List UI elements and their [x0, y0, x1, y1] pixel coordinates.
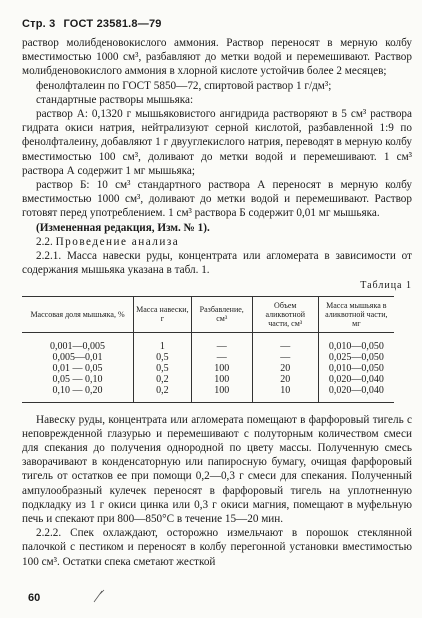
- section-title: Проведение анализа: [55, 235, 180, 248]
- table-caption: Таблица 1: [360, 280, 412, 292]
- table-cell: 0,010—0,050: [318, 332, 394, 352]
- table-row: [22, 385, 394, 403]
- paragraph: раствор Б: 10 см³ стандартного раствора А переносят в мерную колбу вместимостью 1000 см³, доливают до метки водой и перемешивают. Раствор готовят перед употреблением. 1 см³ раствора Б содержит 0,01 мг мышьяка.: [22, 179, 412, 220]
- paragraph: Навеску руды, концентрата или агломерата помещают в фарфоровый тигель с неповрежденной глазурью и перемешивают с полуторным количеством смеси для спекания до получения однородной по цвету массы. Полученную смесь заворачивают в конденсаторную или папиросную бумагу, очищая фарфоровый тигель от остатков ее при помощи 0,2—0,3 г смеси для спекания. Полученный ампулообразный кулечек переносят в фарфоровый тигель на уплотненную подкладку из 1 г окиси цинка или 0,3 г окиси магния, помещают в муфельную печь и спекают при 800—850°С в течение 15—20 мин.: [22, 413, 412, 526]
- pen-mark-icon: [92, 588, 106, 604]
- table-cell: —: [191, 332, 252, 352]
- table-header-cell: Разбавление, см³: [191, 296, 252, 332]
- table-header-cell: Масса мышьяка в аликвотной части, мг: [318, 296, 394, 332]
- paragraph: раствор молибденовокислого аммония. Раствор переносят в мерную колбу вместимостью 1000 см³, разбавляют до метки водой и перемешивают. Раствор молибденовокислого аммония в хлорной кислоте устойчив более 2 месяцев;: [22, 37, 412, 78]
- table-header-cell: Масса навески, г: [134, 296, 192, 332]
- table-header-cell: Объем аликвотной части, см³: [252, 296, 318, 332]
- paragraph: фенолфталеин по ГОСТ 5850—72, спиртовой раствор 1 г/дм³;: [36, 79, 332, 92]
- section-heading: [22, 235, 412, 249]
- table-cell: 0,001—0,005: [50, 340, 106, 352]
- table-cell: 20: [252, 363, 318, 374]
- table-cell: —: [252, 332, 318, 352]
- table-header-row: [22, 296, 394, 332]
- table-cell: —: [191, 352, 252, 363]
- table-cell: 1: [134, 332, 192, 352]
- page-number: 60: [28, 592, 41, 604]
- table-cell: 0,5: [134, 363, 192, 374]
- paragraph: 2.2.1. Масса навески руды, концентрата или агломерата в зависимости от содержания мышьяка указана в табл. 1.: [22, 250, 412, 277]
- table-cell: 100: [191, 385, 252, 403]
- paragraph: раствор А: 0,1320 г мышьяковистого ангидрида растворяют в 5 см³ раствора гидрата окиси натрия, нейтрализуют серной кислотой, разбавленной 1:9 по фенолфталеину, добавляют 1 г двууглекислого натрия, переводят в мерную колбу вместимостью 100 см³, доливают до метки водой и перемешивают. 1 см³ раствора А содержит 1 мг мышьяка;: [22, 108, 412, 177]
- table-cell: 0,005—0,01: [52, 351, 103, 363]
- table-row: [22, 332, 394, 352]
- table-cell: 0,020—0,040: [318, 374, 394, 385]
- section-number: 2.2.: [36, 235, 53, 248]
- header-standard: ГОСТ 23581.8—79: [63, 18, 162, 30]
- paragraph: стандартные растворы мышьяка:: [36, 93, 194, 106]
- data-table: [22, 296, 394, 403]
- table-cell: —: [252, 352, 318, 363]
- table-cell: 0,10 — 0,20: [22, 385, 134, 403]
- table-cell: 0,2: [134, 385, 192, 403]
- table-cell: 0,2: [134, 374, 192, 385]
- table-header-cell: Массовая доля мышьяка, %: [22, 296, 134, 332]
- table-cell: 0,020—0,040: [318, 385, 394, 403]
- table-cell: 0,010—0,050: [318, 363, 394, 374]
- table-row: [22, 352, 394, 363]
- table-row: [22, 363, 394, 374]
- table-cell: 0,025—0,050: [318, 352, 394, 363]
- revision-note: (Измененная редакция, Изм. № 1).: [36, 221, 210, 234]
- table-cell: 100: [191, 363, 252, 374]
- table-cell: 0,01 — 0,05: [52, 362, 103, 374]
- table-cell: 100: [191, 374, 252, 385]
- paragraph: 2.2.2. Спек охлаждают, осторожно измельчают в порошок стеклянной палочкой с пестиком и переносят в колбу перегонной установки вместимостью 100 см³. Остатки спека сметают жесткой: [22, 527, 412, 568]
- header-page-label: Стр. 3: [22, 18, 56, 30]
- table-cell: 10: [252, 385, 318, 403]
- table-cell: 20: [252, 374, 318, 385]
- document-body: [22, 36, 412, 569]
- page-header: [22, 18, 162, 30]
- table-cell: 0,5: [134, 352, 192, 363]
- table-cell: 0,05 — 0,10: [52, 373, 103, 385]
- table-row: [22, 374, 394, 385]
